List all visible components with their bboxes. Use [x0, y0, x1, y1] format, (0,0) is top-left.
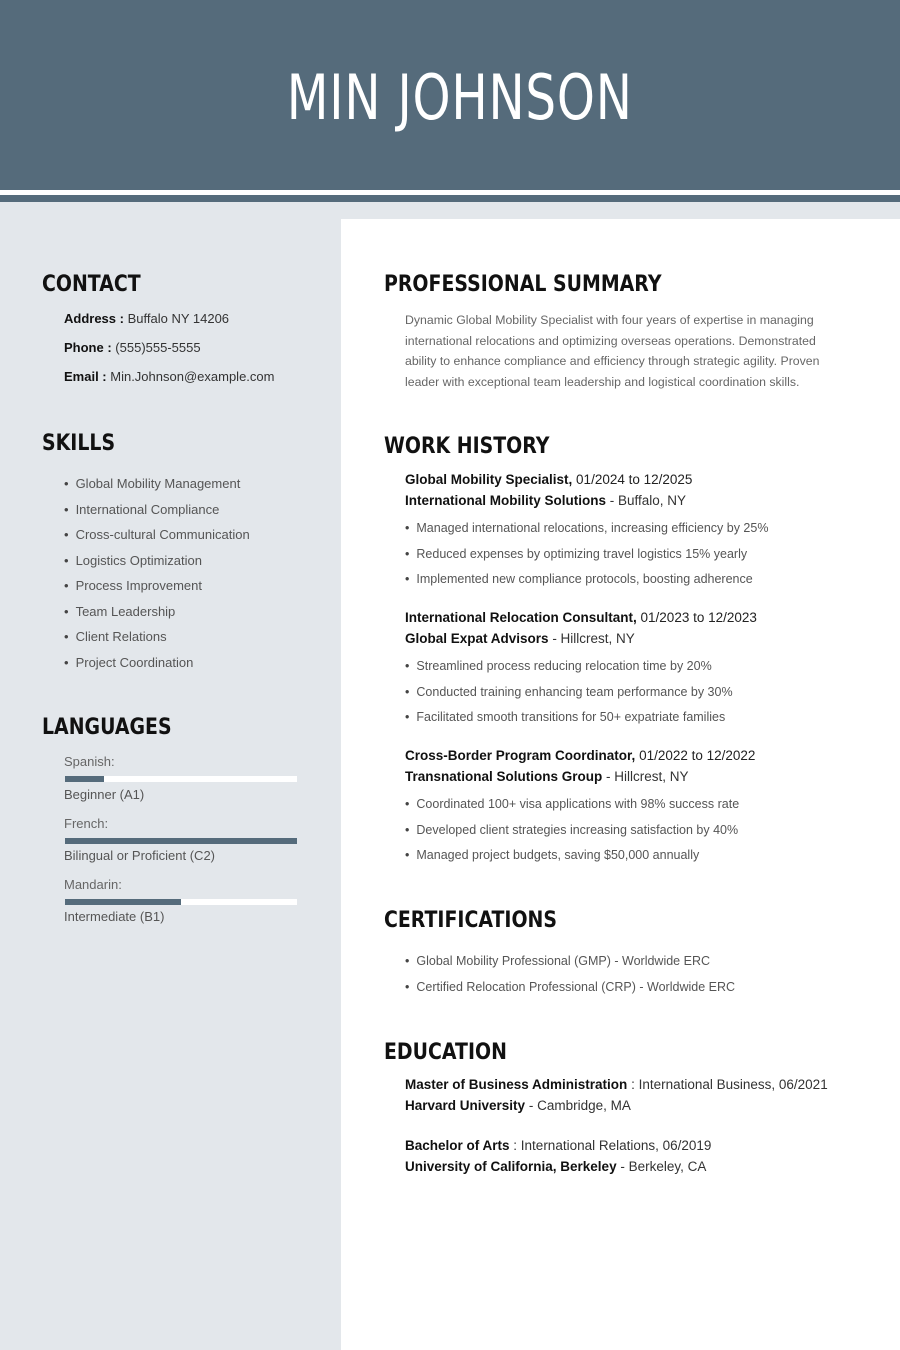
job-bullet: • Implemented new compliance protocols, boosting adherence	[405, 569, 768, 595]
job-bullet: • Conducted training enhancing team performance by 30%	[405, 682, 733, 708]
phone-value: (555)555-5555	[115, 340, 201, 355]
education-degree: Master of Business Administration	[405, 1077, 628, 1092]
languages-title: LANGUAGES	[42, 715, 172, 740]
education-degree: Bachelor of Arts	[405, 1138, 510, 1153]
job-dates: 01/2024 to 12/2025	[576, 472, 693, 487]
job-bullet: • Reduced expenses by optimizing travel logistics 15% yearly	[405, 544, 768, 570]
skill-item: • Process Improvement	[64, 576, 250, 602]
job-location: - Hillcrest, NY	[552, 631, 635, 646]
job-company: Global Expat Advisors	[405, 631, 549, 646]
language-level: Bilingual or Proficient (C2)	[64, 848, 216, 863]
education-school-line	[405, 1159, 706, 1174]
language-name: French:	[64, 816, 109, 831]
candidate-name: MIN JOHNSON	[287, 60, 633, 134]
contact-title: CONTACT	[42, 272, 141, 297]
certifications-title: CERTIFICATIONS	[384, 908, 557, 933]
job-title-line	[405, 472, 692, 487]
address-label: Address :	[64, 311, 124, 326]
email-value: Min.Johnson@example.com	[110, 369, 275, 384]
job-bullet: • Streamlined process reducing relocation time by 20%	[405, 656, 733, 682]
contact-email	[64, 369, 274, 384]
language-proficiency-fill	[65, 838, 297, 844]
job-company-line	[405, 769, 689, 784]
education-degree-line	[405, 1077, 828, 1092]
skill-item: • Global Mobility Management	[64, 474, 250, 500]
language-name: Mandarin:	[64, 877, 122, 892]
job-role: Cross-Border Program Coordinator,	[405, 748, 636, 763]
job-company: International Mobility Solutions	[405, 493, 606, 508]
language-proficiency-bar	[65, 899, 297, 905]
education-school-line	[405, 1098, 631, 1113]
education-degree-line	[405, 1138, 711, 1153]
skills-list	[64, 474, 250, 678]
language-proficiency-bar	[65, 776, 297, 782]
job-location: - Buffalo, NY	[609, 493, 687, 508]
job-bullet: • Coordinated 100+ visa applications with 98% success rate	[405, 794, 739, 820]
job-bullets	[405, 794, 739, 871]
job-dates: 01/2022 to 12/2022	[639, 748, 756, 763]
header-divider-dark	[0, 195, 900, 202]
address-value: Buffalo NY 14206	[127, 311, 230, 326]
resume-header	[0, 0, 900, 190]
email-label: Email :	[64, 369, 107, 384]
job-company: Transnational Solutions Group	[405, 769, 603, 784]
skill-item: • International Compliance	[64, 500, 250, 526]
skill-item: • Team Leadership	[64, 602, 250, 628]
language-proficiency-bar	[65, 838, 297, 844]
education-field: : International Business, 06/2021	[631, 1077, 828, 1092]
job-location: - Hillcrest, NY	[606, 769, 689, 784]
summary-text: Dynamic Global Mobility Specialist with four years of expertise in managing international relocations and optimizing overseas operations. Demonstrated ability to enhance compliance and efficiency through strategic agility. Proven leader with exceptional team leadership and logistical coordination skills.	[405, 313, 820, 389]
language-level: Beginner (A1)	[64, 787, 145, 802]
education-school: University of California, Berkeley	[405, 1159, 617, 1174]
job-title-line	[405, 748, 755, 763]
header-strip	[341, 202, 900, 219]
work-history-title: WORK HISTORY	[384, 434, 550, 459]
education-field: : International Relations, 06/2019	[513, 1138, 712, 1153]
job-bullet: • Facilitated smooth transitions for 50+ expatriate families	[405, 707, 733, 733]
education-title: EDUCATION	[384, 1040, 507, 1065]
job-company-line	[405, 493, 686, 508]
education-location: - Berkeley, CA	[620, 1159, 707, 1174]
job-bullets	[405, 518, 768, 595]
skills-title: SKILLS	[42, 431, 116, 456]
job-role: International Relocation Consultant,	[405, 610, 637, 625]
certifications-list	[405, 951, 735, 1002]
language-proficiency-fill	[65, 776, 104, 782]
skill-item: • Cross-cultural Communication	[64, 525, 250, 551]
skill-item: • Client Relations	[64, 627, 250, 653]
phone-label: Phone :	[64, 340, 112, 355]
certification-item: • Certified Relocation Professional (CRP) - Worldwide ERC	[405, 977, 735, 1003]
job-company-line	[405, 631, 635, 646]
education-location: - Cambridge, MA	[528, 1098, 631, 1113]
job-bullet: • Developed client strategies increasing satisfaction by 40%	[405, 820, 739, 846]
certification-item: • Global Mobility Professional (GMP) - Worldwide ERC	[405, 951, 735, 977]
job-bullet: • Managed project budgets, saving $50,000 annually	[405, 845, 739, 871]
language-name: Spanish:	[64, 754, 115, 769]
skill-item: • Project Coordination	[64, 653, 250, 679]
language-proficiency-fill	[65, 899, 181, 905]
summary-title: PROFESSIONAL SUMMARY	[384, 272, 662, 297]
job-title-line	[405, 610, 757, 625]
language-level: Intermediate (B1)	[64, 909, 165, 924]
job-dates: 01/2023 to 12/2023	[640, 610, 757, 625]
job-role: Global Mobility Specialist,	[405, 472, 573, 487]
job-bullets	[405, 656, 733, 733]
contact-address	[64, 311, 229, 326]
contact-phone	[64, 340, 201, 355]
education-school: Harvard University	[405, 1098, 526, 1113]
job-bullet: • Managed international relocations, increasing efficiency by 25%	[405, 518, 768, 544]
skill-item: • Logistics Optimization	[64, 551, 250, 577]
